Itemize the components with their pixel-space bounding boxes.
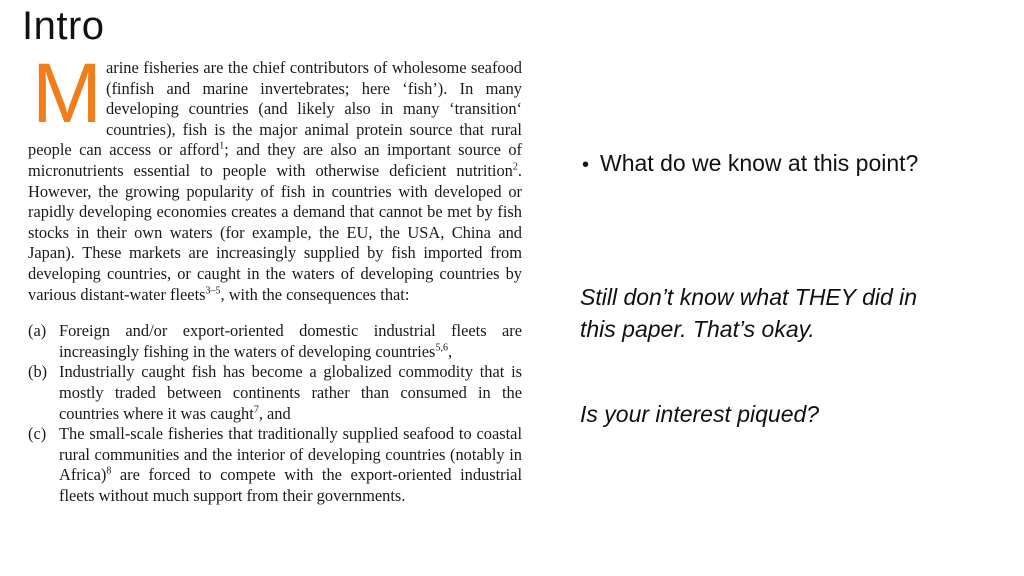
slide-title: Intro <box>22 4 105 48</box>
list-item-tail: , <box>447 341 453 361</box>
note-line: Still don’t know what THEY did in <box>580 284 918 310</box>
note-line: this paper. That’s okay. <box>580 316 815 342</box>
citation-ref: 1 <box>219 140 225 152</box>
list-marker: (b) <box>28 362 48 382</box>
citation-ref: 8 <box>106 465 112 477</box>
bullet-text: What do we know at this point? <box>600 150 919 176</box>
citation-ref: 3–5 <box>205 285 221 297</box>
consequence-list <box>28 321 522 506</box>
list-item <box>28 321 522 362</box>
citation-ref: 2 <box>512 161 518 173</box>
list-item-tail: , and <box>258 403 291 423</box>
list-marker: (a) <box>28 321 47 341</box>
paragraph-text: , with the consequences that: <box>220 284 410 304</box>
list-item-text: Foreign and/or export-oriented domestic industrial fleets are increasingly fishing in the waters of developing countries <box>59 321 522 361</box>
list-item <box>28 424 522 506</box>
article-excerpt <box>28 46 522 506</box>
bullet-dot-icon: • <box>582 154 590 176</box>
citation-ref: 5,6 <box>435 342 448 354</box>
bullet-point <box>582 150 918 177</box>
paragraph-text: arine fisheries are the chief contributors of wholesome seafood (finfish and marine invertebrates; here ‘fish’). In many developing countries (and likely also in many ‘transition‘ countries), fish is the major animal protein source that rural people can access or afford <box>28 58 522 160</box>
note-not-known <box>580 281 1000 345</box>
paragraph-text: . However, the growing popularity of fish in countries with developed or rapidly developing economies creates a demand that cannot be met by fish stocks in their own waters (for example, the EU, the USA, China and Japan). These markets are increasingly supplied by fish imported from developing countries, or caught in the waters of developing countries by various distant-water fleets <box>28 160 522 304</box>
intro-paragraph <box>28 46 522 305</box>
citation-ref: 7 <box>253 404 259 416</box>
list-item <box>28 362 522 424</box>
list-item-text: Industrially caught fish has become a globalized commodity that is mostly traded between continents rather than consumed in the countries where it was caught <box>59 362 522 423</box>
list-item-text: The small-scale fisheries that traditionally supplied seafood to coastal rural communities and the interior of developing countries (notably in Africa) <box>59 424 522 485</box>
drop-cap: M <box>32 46 102 140</box>
list-item-tail: are forced to compete with the export-oriented industrial fleets without much support from their governments. <box>59 465 522 505</box>
paragraph-text: ; and they are also an important source of micronutrients essential to people with otherwise deficient nutrition <box>28 140 522 180</box>
note-interest-question: Is your interest piqued? <box>580 401 820 427</box>
list-marker: (c) <box>28 424 47 444</box>
